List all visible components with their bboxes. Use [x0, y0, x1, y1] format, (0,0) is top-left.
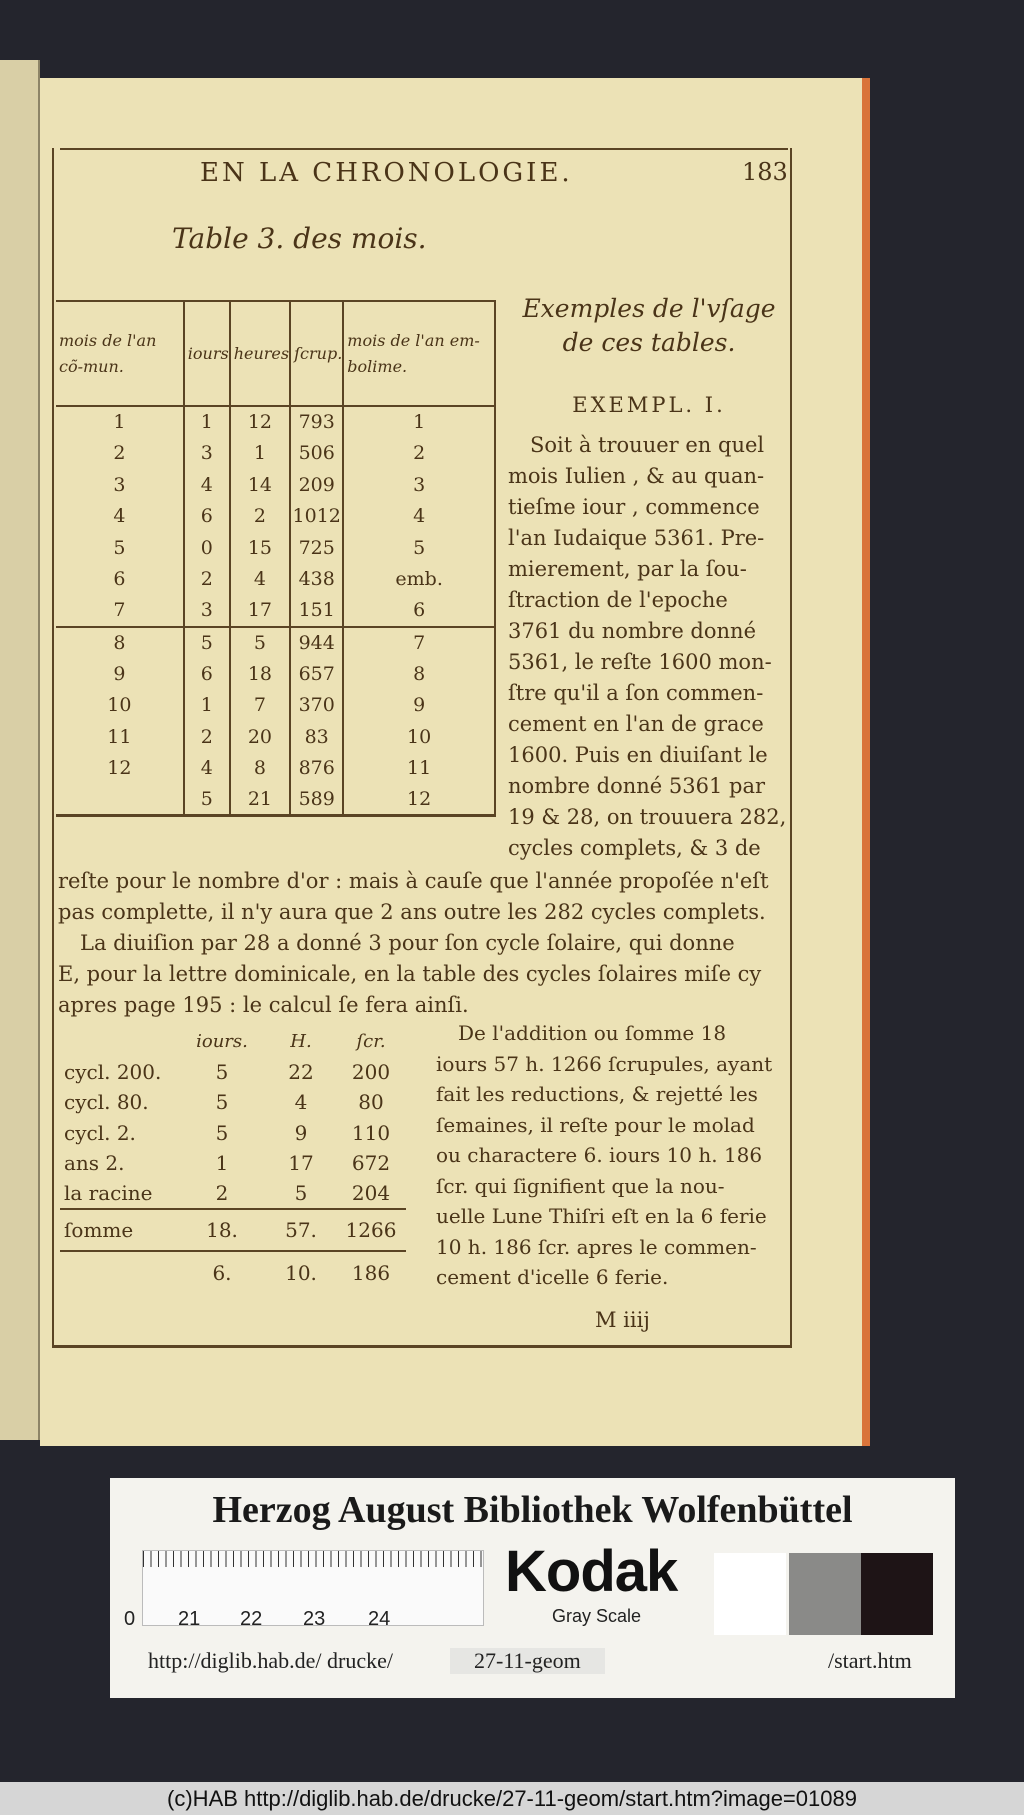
- table-cell: 1266: [336, 1209, 406, 1251]
- table-cell: 186: [336, 1251, 406, 1293]
- table-cell: 80: [358, 1090, 384, 1115]
- table-header: mois de l'an cõ-mun.: [56, 301, 184, 406]
- table-row: [60, 1148, 406, 1179]
- table-cell: 12: [230, 406, 290, 438]
- table-cell: la racine: [64, 1181, 153, 1206]
- table-cell: 657: [290, 658, 343, 690]
- table-cell: 12: [343, 784, 495, 816]
- table-cell: ſomme: [60, 1209, 178, 1251]
- text-line: 5361, le reſte 1600 mon-: [508, 650, 772, 674]
- table-cell: ans 2.: [64, 1151, 125, 1176]
- table-cell: 3: [56, 469, 184, 501]
- table-cell: 0: [184, 532, 230, 564]
- table-cell: 10.: [266, 1251, 336, 1293]
- table-cell: 6: [184, 658, 230, 690]
- table-row: [60, 1209, 406, 1251]
- table-cell: 4: [230, 564, 290, 596]
- text-line: ſtre qu'il a ſon commen-: [508, 681, 764, 705]
- table-cell: 370: [290, 690, 343, 722]
- text-line: l'an Iudaique 5361. Pre-: [508, 526, 765, 550]
- table-cell: 10: [343, 721, 495, 753]
- table-cell: 1: [230, 438, 290, 470]
- example-text: [508, 430, 790, 864]
- table-cell: 5: [215, 1090, 229, 1115]
- table-cell: 18.: [178, 1209, 266, 1251]
- table-row: [60, 1251, 406, 1293]
- table-row: [56, 595, 495, 627]
- swatch-white: [714, 1553, 786, 1635]
- text-line: 19 & 28, on trouuera 282,: [508, 805, 787, 829]
- library-color-card: [110, 1478, 955, 1698]
- table-cell: cycl. 200.: [64, 1059, 162, 1084]
- table-cell: 5: [184, 784, 230, 816]
- url-id: 27-11-geom: [450, 1648, 605, 1674]
- text-line: 1600. Puis en diuiſant le: [508, 743, 768, 767]
- text-line: ſtraction de l'epoche: [508, 588, 728, 612]
- table-cell: 4: [56, 501, 184, 533]
- table-cell: 4: [184, 469, 230, 501]
- table-row: [56, 753, 495, 785]
- table-cell: 1: [343, 406, 495, 438]
- table-cell: 2: [230, 501, 290, 533]
- table-cell: 5: [230, 627, 290, 659]
- table-cell: 5: [56, 532, 184, 564]
- table-cell: 22: [288, 1059, 314, 1084]
- table-cell: 151: [290, 595, 343, 627]
- text-line: ou charactere 6. iours 10 h. 186: [436, 1143, 763, 1167]
- table-row: [56, 627, 495, 659]
- table-cell: 7: [56, 595, 184, 627]
- table-cell: 506: [290, 438, 343, 470]
- table-row: [56, 469, 495, 501]
- table-cell: 9: [343, 690, 495, 722]
- text-line: fait les reductions, & rejetté les: [436, 1082, 758, 1106]
- table-row: [56, 658, 495, 690]
- table-cell: 83: [290, 721, 343, 753]
- table-title: Table 3. des mois.: [172, 222, 427, 255]
- table-cell: 793: [290, 406, 343, 438]
- table-cell: 3: [343, 469, 495, 501]
- table-row: [56, 784, 495, 816]
- table-cell: 2: [56, 438, 184, 470]
- table-row: [60, 1179, 406, 1210]
- table-cell: 4: [294, 1090, 308, 1115]
- table-cell: 7: [230, 690, 290, 722]
- table-cell: 589: [290, 784, 343, 816]
- table-cell: 1: [215, 1151, 229, 1176]
- table-cell: [60, 1251, 178, 1293]
- table-cell: 110: [351, 1120, 391, 1145]
- table-cell: 11: [56, 721, 184, 753]
- table-cell: 5: [294, 1181, 308, 1206]
- text-line: iours 57 h. 1266 ſcrupules, ayant: [436, 1051, 773, 1076]
- text-line: 3761 du nombre donné: [508, 619, 756, 643]
- table-cell: H.: [290, 1030, 312, 1052]
- table-cell: 1012: [290, 501, 343, 533]
- text-line: La diuiſion par 28 a donné 3 pour ſon cycle ſolaire, qui donne: [80, 931, 735, 955]
- table-cell: 5: [215, 1120, 229, 1145]
- table-row: [56, 690, 495, 722]
- table-cell: 15: [230, 532, 290, 564]
- table-row: [56, 406, 495, 438]
- table-row: [56, 501, 495, 533]
- running-head: EN LA CHRONOLOGIE.: [200, 158, 573, 188]
- table-cell: 2: [215, 1181, 229, 1206]
- table-cell: 2: [184, 564, 230, 596]
- table-row: [56, 438, 495, 470]
- table-header: mois de l'an em-bolime.: [343, 301, 495, 406]
- adjacent-page-edge: [0, 60, 40, 1440]
- table-cell: cycl. 80.: [64, 1090, 149, 1115]
- table-cell: 14: [230, 469, 290, 501]
- library-name: Herzog August Bibliothek Wolfenbüttel: [212, 1489, 853, 1531]
- table-cell: 209: [290, 469, 343, 501]
- table-cell: 8: [230, 753, 290, 785]
- table-row: [56, 564, 495, 596]
- text-line: Soit à trouuer en quel: [530, 433, 765, 457]
- text-line: 10 h. 186 ſcr. apres le commen-: [436, 1234, 757, 1259]
- text-line: nombre donné 5361 par: [508, 774, 766, 798]
- table-header: iours: [184, 301, 230, 406]
- ruler-label: 24: [368, 1608, 391, 1630]
- ruler-label: 23: [303, 1608, 326, 1630]
- table-cell: 8: [343, 658, 495, 690]
- ruler-label: 0: [124, 1608, 136, 1630]
- table-cell: 6: [184, 501, 230, 533]
- header-rule: [60, 148, 788, 150]
- table-cell: 6.: [178, 1251, 266, 1293]
- table-row: [60, 1087, 406, 1118]
- ruler-label: 22: [240, 1608, 263, 1630]
- example-number: EXEMPL. I.: [572, 393, 726, 417]
- table-cell: 5: [184, 627, 230, 659]
- table-cell: 876: [290, 753, 343, 785]
- text-line: tieſme iour , commence: [508, 495, 760, 519]
- text-line: cycles complets, & 3 de: [508, 836, 761, 860]
- table-cell: 12: [56, 753, 184, 785]
- table-header: heures: [230, 301, 290, 406]
- table-cell: [56, 784, 184, 816]
- table-cell: 200: [351, 1059, 391, 1084]
- table-cell: 17: [230, 595, 290, 627]
- ruler-label: 21: [178, 1608, 201, 1630]
- text-line: mierement, par la ſou-: [508, 557, 747, 581]
- table-cell: 1: [184, 690, 230, 722]
- table-cell: 3: [184, 595, 230, 627]
- table-cell: cycl. 2.: [64, 1120, 136, 1145]
- table-cell: 2: [343, 438, 495, 470]
- table-row: [60, 1026, 406, 1057]
- table-cell: 57.: [266, 1209, 336, 1251]
- table-cell: 944: [290, 627, 343, 659]
- table-cell: ſcr.: [356, 1030, 386, 1052]
- table-cell: 725: [290, 532, 343, 564]
- text-line: cement d'icelle 6 ferie.: [436, 1265, 669, 1289]
- table-cell: 10: [56, 690, 184, 722]
- page-number: 183: [742, 158, 788, 186]
- swatch-gray: [789, 1553, 861, 1635]
- table-cell: 8: [56, 627, 184, 659]
- table-cell: [60, 1026, 178, 1057]
- table-cell: 4: [343, 501, 495, 533]
- table-cell: 3: [184, 438, 230, 470]
- table-cell: 7: [343, 627, 495, 659]
- signature-mark: M iiij: [595, 1308, 650, 1332]
- table-cell: 18: [230, 658, 290, 690]
- gray-scale-label: Gray Scale: [552, 1606, 642, 1626]
- table-cell: 672: [351, 1151, 391, 1176]
- swatch-black: [861, 1553, 933, 1635]
- table-row: [60, 1118, 406, 1149]
- text-line: ſcr. qui ſignifient que la nou-: [436, 1173, 725, 1198]
- url-right: /start.htm: [828, 1648, 912, 1673]
- table-cell: 438: [290, 564, 343, 596]
- text-line: reſte pour le nombre d'or : mais à cauſe que l'année propoſée n'eſt: [58, 869, 769, 893]
- text-line: mois Iulien , & au quan-: [508, 464, 765, 488]
- table-row: [56, 721, 495, 753]
- examples-heading: Exemples de l'vſage de ces tables.: [522, 294, 776, 357]
- table-cell: 1: [184, 406, 230, 438]
- text-line: pas complette, il n'y aura que 2 ans outre les 282 cycles complets.: [58, 900, 766, 924]
- text-line: uelle Lune Thiſri eſt en la 6 ferie: [436, 1204, 767, 1228]
- table-cell: 4: [184, 753, 230, 785]
- table-cell: 5: [343, 532, 495, 564]
- kodak-logo: Kodak: [505, 1539, 678, 1604]
- table-cell: iours.: [196, 1030, 248, 1052]
- addition-text: [436, 1018, 792, 1293]
- table-cell: 9: [56, 658, 184, 690]
- text-line: ſemaines, il reſte pour le molad: [436, 1112, 755, 1137]
- months-table: [56, 300, 496, 817]
- text-line: De l'addition ou ſomme 18: [458, 1021, 727, 1045]
- table-cell: 20: [230, 721, 290, 753]
- text-line: cement en l'an de grace: [508, 712, 764, 736]
- table-cell: 11: [343, 753, 495, 785]
- table-cell: emb.: [343, 564, 495, 596]
- table-cell: 6: [343, 595, 495, 627]
- table-cell: 204: [351, 1181, 391, 1206]
- url-left: http://diglib.hab.de/ drucke/: [148, 1648, 394, 1673]
- table-cell: 2: [184, 721, 230, 753]
- copyright-caption: (c)HAB http://diglib.hab.de/drucke/27-11-geom/start.htm?image=01089: [0, 1782, 1024, 1815]
- text-line: apres page 195 : le calcul ſe fera ainſi.: [58, 993, 469, 1017]
- table-row: [60, 1057, 406, 1088]
- table-cell: 9: [294, 1120, 308, 1145]
- table-header: ſcrup.: [290, 301, 343, 406]
- table-cell: 5: [215, 1059, 229, 1084]
- table-cell: 1: [56, 406, 184, 438]
- table-cell: 17: [288, 1151, 314, 1176]
- text-line: E, pour la lettre dominicale, en la table des cycles ſolaires miſe cy: [58, 962, 762, 986]
- computation-table: [60, 1026, 406, 1293]
- table-row: [56, 532, 495, 564]
- table-cell: 6: [56, 564, 184, 596]
- body-paragraph: [58, 866, 790, 1021]
- table-cell: 21: [230, 784, 290, 816]
